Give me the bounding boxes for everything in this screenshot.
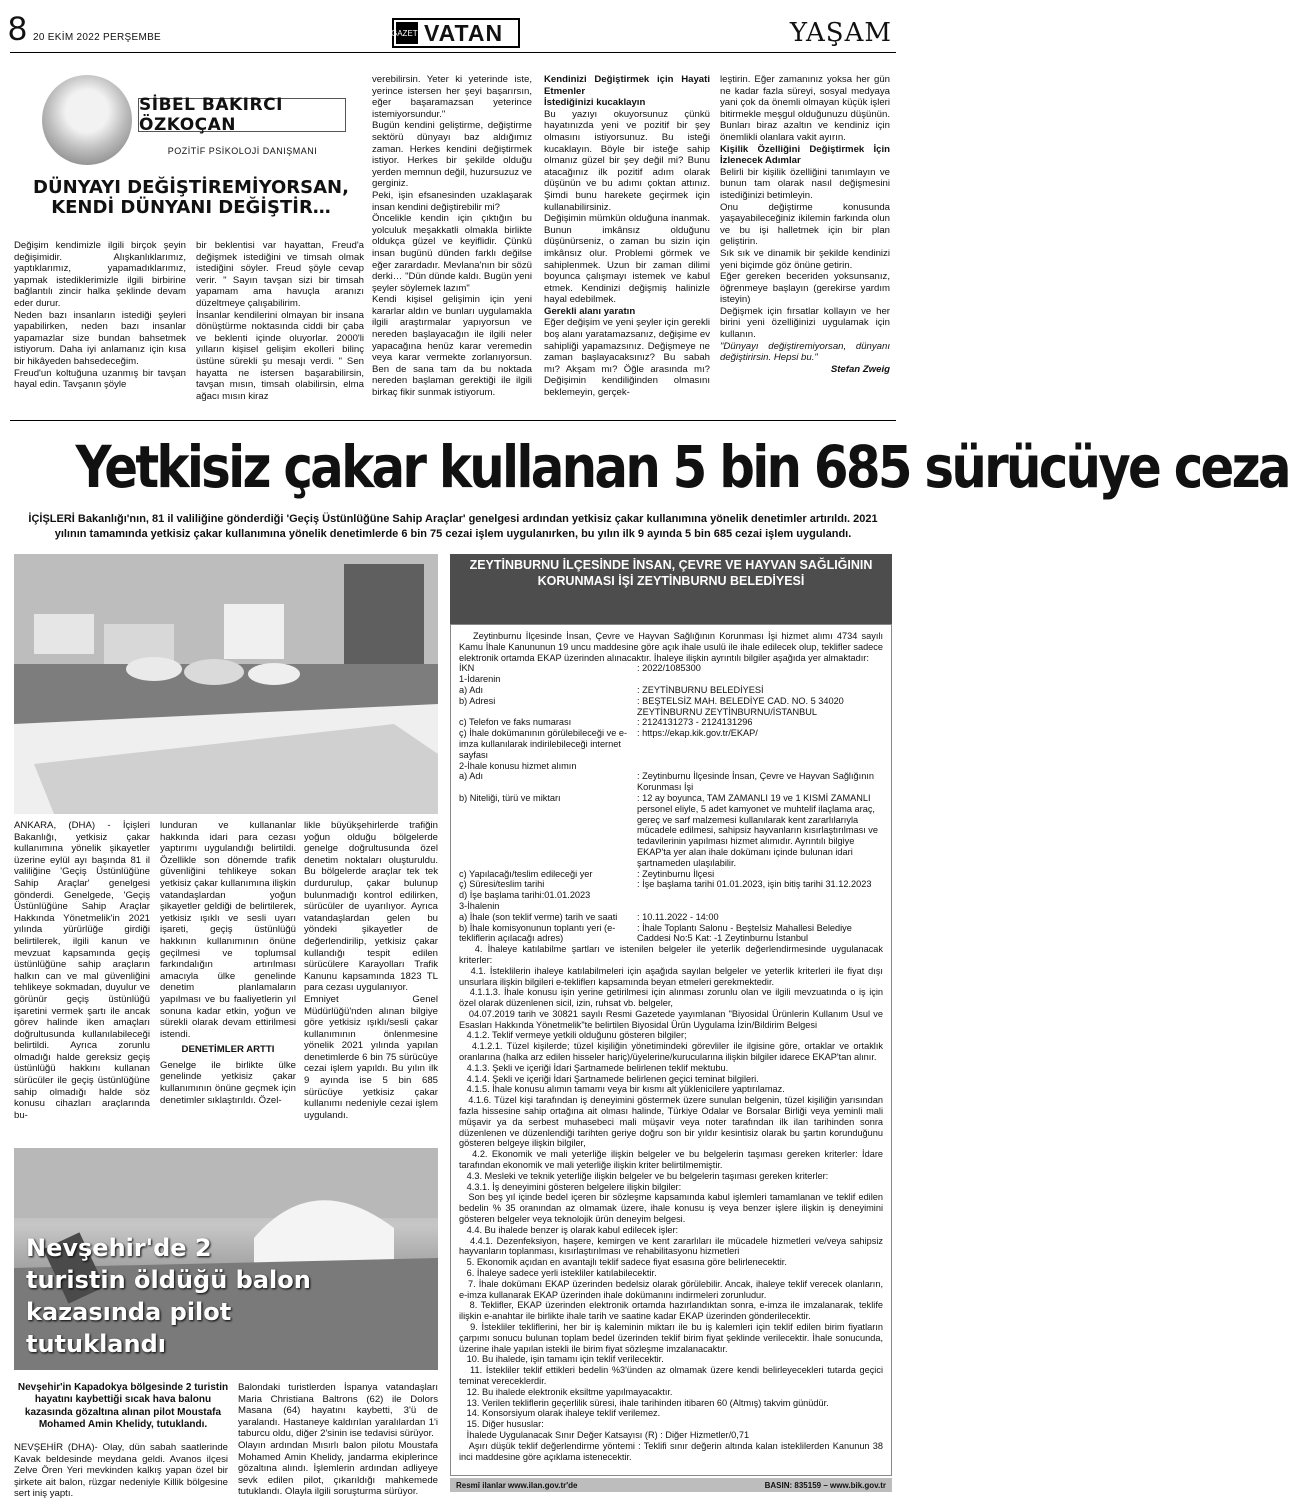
ad-clause: 4.1. İsteklilerin ihaleye katılabilmeleri için aşağıda sayılan belgeler ve yeterlik kriterleri ile fiyat dışı unsurlara ilişkin bilgileri e-tekliflerı kapsamında beyan etmeleri gerekmektedir. (459, 965, 886, 987)
news2-spot: Nevşehir'in Kapadokya bölgesinde 2 turistin hayatını kaybettiği sıcak hava balonu kazasında gözaltına alınan pilot Moustafa Mohamed Amin Khelidy, tutuklandı. (17, 1382, 229, 1431)
ad-row-key: d) İşe başlama tarihi:01.01.2023 (459, 890, 591, 901)
ad-row-value: : İhale Toplantı Salonu - Beştelsiz Mahallesi Belediye Caddesi No:5 Kat: -1 Zeytinburnu İstanbul (637, 922, 852, 944)
subhead: Kendinizi Değiştirmek için Hayati Etmenler (544, 74, 710, 97)
ad-clause: 11. İstekliler teklif ettikleri bedelin %3'ünden az olmamak üzere kendi belirleyecekleri tutarda geçici teminat vereceklerdir. (459, 1365, 886, 1386)
paragraph: Eğer değişim ve yeni şeyler için gerekli boş alanı yaratamazsanız, değişime ev sahipliği yapamazsınız. Değişmeye ne zaman başlayacaksınız? Bu sabah mı? Akşam mı? Öğle arasında mı? Değişimin kendiliğinden olmasını beklemeyin, gerçek- (544, 317, 710, 399)
ad-row (459, 696, 883, 718)
ad-clause: 04.07.2019 tarih ve 30821 sayılı Resmi Gazetede yayımlanan "Biyosidal Ürünlerin Kullanım Usul ve Esasları Hakkında Yönetmelik"te belirtilen Biyosidal Ürün Uygulama İzin/Bildirim Belgesi (459, 1008, 886, 1030)
ad-row (459, 901, 883, 912)
ad-row-value: : 2022/1085300 (637, 663, 701, 674)
paragraph: Bu yazıyı okuyorsunuz çünkü hayatınızda yeni ve pozitif bir şey olmasını istiyorsunuz. Bu isteği kucaklayın. Böyle bir isteğe sahip olmanız güzel bir şey değil mi? Bunu atacağınız ilk pozitif adım olarak düşünün ve bu adımı çoktan attınız. Şimdi bunu harekete geçirmek için kullanabilirsiniz. Değişimin mümkün olduğuna inanmak. Bunun imkânsız olduğunu düşünürseniz, o zaman bu sizin için imkânsız olur. Problemi görmek ve sahiplenmek. Uzun bir zaman dilimi boyunca çalışmayı istemek ve kabul etmek. Kendinizi değişmiş halinizle hayal edebilmek. (544, 108, 710, 306)
paragraph: leştirin. Eğer zamanınız yoksa her gün ne kadar fazla süreyi, sosyal medyaya yani çok da önemli olmayan küçük işleri bitirmekle meşgul olduğunuzu düşünün. Bunları biraz azaltın ve kendiniz için önemlikli olanlara vakit ayırın. (720, 74, 890, 143)
ad-row (459, 685, 883, 696)
main-spot: İÇİŞLERİ Bakanlığı'nın, 81 il valiliğine gönderdiği 'Geçiş Üstünlüğüne Sahip Araçlar' genelgesi ardından yetkisiz çakar kullanımına yönelik denetimler artırıldı. 2021 yılının tamamında yetkisiz çakar kullanımına yönelik denetimlerde 6 bin 75 cezai işlem uygulanırken, bu yılın ilk 9 ayında 5 bin 685 cezai işlem uygulandı. (28, 513, 878, 540)
logo-badge: GAZETE (396, 22, 418, 44)
subhead: İstediğinizi kucaklayın (544, 97, 646, 109)
ad-row-key: ç) Süresi/teslim tarihi (459, 879, 545, 890)
ad-row-value (637, 890, 883, 901)
column-text-3: verebilirsin. Yeter ki yeterinde iste, yerince istersen her şeyi başarırsın, eğer başaramazsan yeterince istemiyorsundur." Bugün kendini geliştirme, değiştirme sektörü dünyayı baz aldığımız zaman. Herkes kendini değiştirmek istiyor. Herkes bir şekilde olduğu yerden memnun değil, huzursuzuz ve gerginiz. Peki, işin efsanesinden uzaklaşarak insan kendini değiştirebilir mi? Öncelikle kendin için çıktığın bu yolculuk meşakkatli olmakla birlikte oldukça güzel ve keyiflidir. Çünkü insan bugünü dünden farklı değilse eğer zarardadır. Mevlana'nın bir sözü derki… "Dün dünde kaldı. Bugün yeni şeyler söylemek lazım" Kendi kişisel gelişimin için yeni kararlar aldın ve bunları uygulamakla ilgili araştırmalar yapıyorsun ve nereden başlayacağın ile ilgili neler yapacağına henüz karar veremedin veya karar vermekte zorlanıyorsun. Ben de sana tam da bu noktada nereden başlaman gerektiği ile ilgili birkaç fikir sunmak istiyorum. (372, 74, 532, 399)
ad-clause: 4.3.1. İş deneyimini gösteren belgelere ilişkin bilgiler: (459, 1181, 682, 1192)
ad-clause: 15. Diğer hususlar: (459, 1419, 544, 1430)
ad-clause: 13. Verilen tekliflerin geçerlilik süresi, ihale tarihinden itibaren 60 (Altmış) takvim günüdür. (459, 1397, 829, 1408)
ad-footer (450, 1478, 892, 1492)
ad-clause: 4.1.3. Şekli ve içeriği İdari Şartnamede belirlenen teklif mektubu. (459, 1062, 729, 1073)
ad-clause: 4.2. Ekonomik ve mali yeterliğe ilişkin belgeler ve bu belgelerin taşıması gereken kriterler: İdare tarafından ekonomik ve mali yeterliğe ilişkin kriter belirtilmemiştir. (459, 1149, 886, 1171)
ad-row-value: : 12 ay boyunca, TAM ZAMANLI 19 ve 1 KISMİ ZAMANLI personel eliyle, 5 adet kamyonet ve muhtelif ilaçlama araç, gereç ve sarf malzemesi kullanılarak kent zararlılarıyla mücadele edilmesi, sahipsiz hayvanların kısırlaştırılması ve tedavilerinin yapılması hizmet alımıdır. Ayrıntılı bilgiye EKAP'ta yer alan ihale dokümanı içinde bulunan idari şartnameden ulaşılabilir. (637, 792, 879, 868)
author-photo (42, 75, 132, 165)
ad-clause: 4.1.6. Tüzel kişi tarafından iş deneyimini göstermek üzere sunulan belgenin, tüzel kişiliğin yarısından fazla hissesine sahip ortağına ait olması halinde, Türkiye Odalar ve Borsalar Birliği veya yeminli mali müşavir ya da serbest muhasebeci mali müşavir veya noter tarafından ilk ilan tarihinden sonra düzenlenen ve düzenlendiği tarihten geriye doğru son bir yıldır kesintisiz olarak bu şartın korunduğunu gösteren belgeye ilişkin bilgiler, (459, 1095, 886, 1149)
ad-clauses (459, 944, 886, 1462)
column-text-4 (544, 74, 710, 399)
ad-clause: Aşırı düşük teklif değerlendirme yöntemi : Teklifi sınır değerin altında kalan isteklilerden Kanunun 38 inci maddesine göre açıklama istenecektir. (459, 1440, 886, 1462)
ad-clause: 4.1.2.1. Tüzel kişilerde; tüzel kişiliğin yönetimindeki görevliler ile ilgisine göre, ortaklar ve ortaklık oranlarına (halka arz edilen hisseler hariç)/üyelerine/kurucularına ilişkin bilgiler idarece EKAP'tan alınır. (459, 1041, 886, 1063)
newspaper-logo (392, 18, 520, 48)
ad-row-key: b) Niteliği, türü ve miktarı (459, 792, 561, 803)
paragraph: Belirli bir kişilik özelliğini tanımlayın ve bunun tam olarak nasıl değişmesini istediğinizi betimleyin. Onu değiştirme konusunda yaşayabileceğiniz ikilemin farkında olun ve bu işi halletmek için bir plan geliştirin. Sık sık ve dinamik bir şekilde kendinizi yeni biçimde göz önüne getirin. Eğer gereken beceriden yoksunsanız, öğrenmeye başlayın (gerekirse yardım isteyin) Değişmek için fırsatlar kollayın ve her birini yeni özelliğinizi uygulamak için kullanın. (720, 166, 890, 341)
ad-footer-left: Resmî ilanlar www.ilan.gov.tr'de (456, 1480, 578, 1490)
ad-row-key: a) Adı (459, 684, 484, 695)
ad-clause: 4.1.4. Şekli ve içeriği İdari Şartnamede belirlenen geçici teminat bilgileri. (459, 1073, 759, 1084)
ad-clause: Son beş yıl içinde bedel içeren bir sözleşme kapsamında kabul işlemleri tamamlanan ve teklif edilen bedelin % 35 oranından az olmamak üzere, ihale konusu iş veya benzer işlere ilişkin iş deneyimini gösteren belgeler veya teknolojik ürün deneyim belgesi. (459, 1192, 886, 1225)
paragraph: Genelge ile birlikte ülke genelinde yetkisiz çakar kullanımının önüne geçmek için denetimler sıklaştırıldı. Özel- (160, 1059, 296, 1106)
ad-clause: İhalede Uygulanacak Sınır Değer Katsayısı (R) : Diğer Hizmetler/0,71 (459, 1429, 750, 1440)
news2-headline: Nevşehir'de 2 turistin öldüğü balon kazasında pilot tutuklandı (26, 1234, 311, 1358)
main-headline: Yetkisiz çakar kullanan 5 bin 685 sürücüye ceza (75, 433, 1289, 501)
ad-row-value: : https://ekap.kik.gov.tr/EKAP/ (637, 728, 758, 739)
ad-row-key: a) Adı (459, 771, 484, 782)
ad-row-key: ç) İhale dokümanının görülebileceği ve e-imza kullanılarak indirilebileceği internet sayfası (459, 728, 628, 760)
ad-row-key: b) Adresi (459, 695, 496, 706)
ad-row (459, 923, 883, 945)
ad-row-value (637, 674, 883, 685)
subhead: Kişilik Özelliğini Değiştirmek İçin İzlenecek Adımlar (720, 143, 890, 167)
subhead: Gerekli alanı yaratın (544, 305, 636, 317)
column-text-1: Değişim kendimizle ilgili birçok şeyin değişimidir. Alışkanlıklarımız, yaptıklarımız, yapamadıklarımız, yapmak istediklerimizle ilgili birbirine bağlantılı zincir halka şeklinde devam eder durur. Neden bazı insanların istediği şeyleri yapabilirken, neden bazı insanlar yapamazlar size bundan bahsetmek istiyorum. Daha iyi anlamanız için kısa bir hikâyeden bahsedeceğim. Freud'un koltuğuna uzanmış bir tavşan hayal edin. Tavşanın şöyle (14, 240, 186, 391)
ad-clause: 4. İhaleye katılabilme şartları ve istenilen belgeler ile yeterlik değerlendirmesinde uygulanacak kriterler: (459, 944, 886, 965)
traffic-photo-illustration (14, 554, 438, 814)
ad-clause: 7. İhale dokümanı EKAP üzerinden bedelsiz olarak görülebilir. Ancak, ihaleye teklif verecek olanların, e-imza kullanarak EKAP üzerinden ihale dokümanını indirmeleri zorunludur. (459, 1278, 886, 1300)
ad-footer-right: BASIN: 835159 – www.bik.gov.tr (764, 1480, 886, 1490)
ad-info-table (459, 663, 883, 944)
ad-row-key: a) İhale (son teklif verme) tarih ve saati (459, 911, 618, 922)
ad-row (459, 663, 883, 674)
ad-row-key: b) İhale komisyonunun toplantı yeri (e-tekliflerin açılacağı adres) (459, 922, 616, 944)
ad-clause: 4.4. Bu ihalede benzer iş olarak kabul edilecek işler: (459, 1224, 679, 1235)
ad-clause: 4.4.1. Dezenfeksiyon, haşere, kemirgen ve kent zararlıları ile mücadele hizmetleri ve/veya sahipsiz hayvanların toplanması, kısırlaştırılması ve rehabilitasyonu hizmetleri (459, 1235, 886, 1257)
news1-text-1: ANKARA, (DHA) - İçişleri Bakanlığı, yetkisiz çakar kullanımına yönelik şikayetler üzerine eylül ayı başında 81 il valiliğine 'Geçiş Üstünlüğüne Sahip Araçlar' genelgesi gönderdi. Genelgede, 'Geçiş Üstünlüğüne Sahip Araçlar Hakkında Yönetmelik'in 2021 yılında yürürlüğe girdiği belirtilerek, ilgili kanun ve mevzuat kapsamında geçiş üstünlüğüne sahip araçların halkın can ve mal güvenliğini tehlikeye sokmadan, duyulur ve görünür geçiş üstünlüğü işaretini vermek şartı ile ancak görev halinde iken amaçları doğrultusunda kullanılabileceği belirtildi. Ayrıca zorunlu olmadığı halde gereksiz geçiş üstünlüğü hakkını kullanan sürücüler ile geçiş üstünlüğüne sahip olmadığı halde söz konusu cihazları araçlarında bu- (14, 820, 150, 1121)
ad-row-key: 2-İhale konusu hizmet alımın (459, 760, 577, 771)
news1-text-2 (160, 820, 296, 1106)
ad-row-value (637, 761, 883, 772)
ad-row-value: : Zeytinburnu İlçesi (637, 868, 715, 879)
ad-clause: 9. İstekliler tekliflerini, her bir iş kaleminin miktarı ile bu iş kalemleri için teklif edilen birim fiyatların çarpımı sonucu bulunan toplam bedel üzerinden teklif birim fiyat şeklinde verilecektir. İhale sonucunda, üzerine ihale yapılan istekli ile birim fiyat sözleşme imzalanacaktır. (459, 1322, 886, 1354)
logo-text: VATAN (424, 19, 504, 46)
ad-clause: 10. Bu ihalede, işin tamamı için teklif verilecektir. (459, 1354, 664, 1365)
ad-row-value: : ZEYTİNBURNU BELEDİYESİ (637, 684, 764, 695)
ad-row-value: : Zeytinburnu İlçesinde İnsan, Çevre ve Hayvan Sağlığının Korunması İşi (637, 771, 874, 793)
author-name: SİBEL BAKIRCI ÖZKOÇAN (138, 98, 346, 132)
header-rule (10, 52, 896, 53)
ad-row-key: 3-İhalenin (459, 900, 500, 911)
ad-intro: Zeytinburnu İlçesinde İnsan, Çevre ve Hayvan Sağlığının Korunması İşi hizmet alımı 4734 sayılı Kamu İhale Kanununun 19 uncu maddesine göre açık ihale usulü ile ihale edilecek olup, teklifler sadece elektronik ortamda EKAP üzerinden alınacaktır. İhaleye ilişkin ayrıntılı bilgiler aşağıda yer almaktadır: (459, 631, 883, 663)
news2-text-1: NEVŞEHİR (DHA)- Olay, dün sabah saatlerinde Kavak beldesinde meydana geldi. Avanos ilçesi Zelve Ören Yeri mevkinden kalkış yapan özel bir şirkete ait balon, rüzgar nedeniyle Killik bölgesine sert iniş yaptı. (14, 1442, 228, 1500)
ad-row-key: 1-İdarenin (459, 674, 501, 685)
news1-text-3: likle büyükşehirlerde trafiğin yoğun olduğu bölgelerde genelge doğrultusunda özel denetim noktaları oluşturuldu. Bu bölgelerde araçlar tek tek durdurulup, çakar bulunup bulunmadığı kontrol edilirken, sürücüler de uyarılıyor. Ayrıca vatandaşlardan gelen bu yöndeki şikayetler de değerlendirilip, yetkisiz çakar kullandığı tespit edilen sürücülere Karayolları Trafik Kanunu kapsamında 1823 TL para cezası uygulanıyor. Emniyet Genel Müdürlüğü'nden alınan bilgiye göre yetkisiz ışıklı/sesli çakar kullanımının önlenmesine yönelik 2021 yılında yapılan denetimlerde 6 bin 75 sürücüye cezai işlem yapıldı. Bu yılın ilk 9 ayında ise 5 bin 685 sürücüye yetkisiz çakar kullanımı nedeniyle cezai işlem uygulandı. (304, 820, 438, 1121)
ad-clause: 4.1.1.3. İhale konusu işin yerine getirilmesi için alınması zorunlu olan ve ilgili mevzuatında o iş için özel olarak düzenlenen sicil, izin, ruhsat vb. belgeler, (459, 987, 886, 1009)
ad-clause: 8. Teklifler, EKAP üzerinden elektronik ortamda hazırlandıktan sonra, e-imza ile imzalanarak, teklife ilişkin e-anahtar ile birlikte ihale tarih ve saatine kadar EKAP üzerinden gönderilecektir. (459, 1300, 886, 1322)
ad-clause: 14. Konsorsiyum olarak ihaleye teklif verilemez. (459, 1408, 661, 1419)
ad-clause: 5. Ekonomik açıdan en avantajlı teklif sadece fiyat esasına göre belirlenecektir. (459, 1257, 787, 1268)
ad-clause: 4.1.5. İhale konusu alımın tamamı veya bir kısmı alt yüklenicilere yaptırılamaz. (459, 1084, 785, 1095)
ad-row-value (637, 901, 883, 912)
quote-author: Stefan Zweig (830, 363, 890, 375)
ad-row-value: : 10.11.2022 - 14:00 (637, 911, 719, 922)
issue-date: 20 EKİM 2022 PERŞEMBE (33, 32, 162, 43)
ad-row (459, 869, 883, 880)
traffic-photo (14, 554, 438, 814)
ad-row (459, 793, 883, 869)
ad-body (450, 624, 892, 1476)
ad-row (459, 717, 883, 728)
ad-row (459, 674, 883, 685)
ad-row-key: c) Telefon ve faks numarası (459, 717, 572, 728)
ad-row (459, 890, 883, 901)
ad-clause: 12. Bu ihalede elektronik eksiltme yapılmayacaktır. (459, 1386, 673, 1397)
column-title: DÜNYAYI DEĞİŞTİREMİYORSAN, KENDİ DÜNYANI DEĞİŞTİR… (33, 177, 349, 218)
ad-clause: 4.3. Mesleki ve teknik yeterliğe ilişkin belgeler ve bu belgelerin taşıması gereken kriterler: (459, 1170, 829, 1181)
column-text-2: bir beklentisi var hayattan, Freud'a değişmek istediğini ve timsah olmak istediğini söyler. Freud şöyle cevap verir. " Sayın tavşan sizi bir timsah yapamam ama havuçla aranızı düzeltmeye çalışabilirim. İnsanlar kendilerini olmayan bir insana dönüştürme noktasında ciddi bir çaba ve beklenti içinde oluyorlar. 2000'li yılların kişisel gelişim ekolleri bilinç üstüne sürekli şu mesajı verdi. " Sen hayatta ne istersen başarabilirsin, tavşan mısın, timsah olabilirsin, elma ağacı mısın kiraz (196, 240, 364, 402)
ad-row-value: : İşe başlama tarihi 01.01.2023, işin bitiş tarihi 31.12.2023 (637, 879, 872, 890)
section-rule (10, 420, 896, 421)
author-title: POZİTİF PSİKOLOJİ DANIŞMANI (167, 146, 318, 156)
ad-row (459, 879, 883, 890)
closing-quote: "Dünyayı değiştiremiyorsan, dünyanı değiştirirsin. Hepsi bu." (720, 340, 890, 364)
ad-row (459, 728, 883, 760)
ad-row-value: : 2124131273 - 2124131296 (637, 717, 753, 728)
ad-row-value: : BEŞTELSİZ MAH. BELEDİYE CAD. NO. 5 34020 ZEYTİNBURNU ZEYTİNBURNU/İSTANBUL (637, 695, 844, 717)
section-title: YAŞAM (789, 18, 892, 48)
ad-title: ZEYTİNBURNU İLÇESİNDE İNSAN, ÇEVRE VE HAYVAN SAĞLIĞININ KORUNMASI İŞİ ZEYTİNBURNU BELEDİYESİ (450, 554, 892, 624)
ad-row-key: İKN (459, 663, 475, 674)
ad-row (459, 771, 883, 793)
subhead: DENETİMLER ARTTI (181, 1044, 275, 1056)
column-text-5 (720, 74, 890, 375)
ad-clause: 4.1.2. Teklif vermeye yetkili olduğunu gösteren bilgiler; (459, 1030, 687, 1041)
paragraph: lunduran ve kullananlar hakkında idari para cezası yaptırımı uygulandığı belirtildi. Özellikle son dönemde trafik güvenliğini tehlikeye sokan yetkisiz çakar kullanımına ilişkin vatandaşlardan yoğun şikayetler geldiği de belirtilerek, yetkisiz ışıklı ve sesli uyarı işareti, geçiş üstünlüğü hakkının kullanımının önüne geçilmesi ve toplumsal farkındalığın artırılması amacıyla ülke genelinde denetim planlamaların yapılması ve bu faaliyetlerin yıl sonuna kadar etkin, yoğun ve sürekli olarak devam ettirilmesi istendi. (160, 820, 296, 1040)
ad-row (459, 912, 883, 923)
page-number: 8 (8, 10, 27, 48)
news2-text-2: Balondaki turistlerden İspanya vatandaşları Maria Christiana Baltrons (62) ile Dolors Masana (64) hayatını kaybetti, 3'ü de yaralandı. Hastaneye kaldırılan yaralılardan 1'i taburcu oldu, diğer 2'sinin ise tedavisi sürüyor. Olayın ardından Mısırlı balon pilotu Moustafa Mohamed Amin Khelidy, jandarma ekiplerince gözaltına alındı. İşlemlerin ardından adliyeye sevk edilen pilot, çıkarıldığı mahkemede tutuklandı. Olayla ilgili soruşturma sürüyor. (238, 1382, 438, 1498)
ad-clause: 6. İhaleye sadece yerli istekliler katılabilecektir. (459, 1268, 657, 1279)
ad-row-key: c) Yapılacağı/teslim edileceği yer (459, 868, 593, 879)
ad-row (459, 761, 883, 772)
